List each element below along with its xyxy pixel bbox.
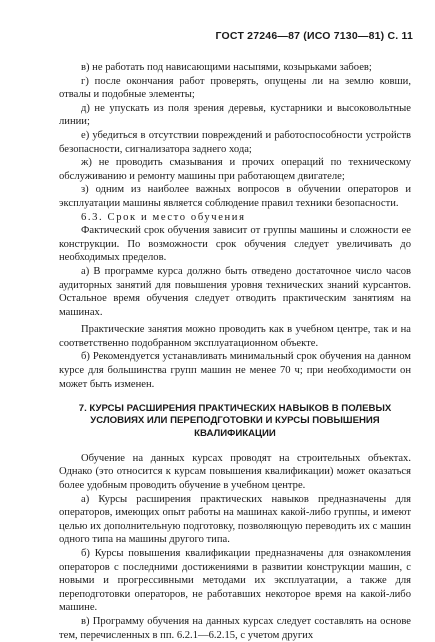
list-item-g: г) после окончания работ проверять, опущены ли на землю ковши, отвалы и подобные элементы; [59, 75, 411, 101]
list-item-z: з) одним из наиболее важных вопросов в обучении операторов и эксплуатации машины является соблюдение правил техники безопасности. [59, 184, 411, 209]
page-header: ГОСТ 27246—87 (ИСО 7130—81) С. 11 [215, 30, 413, 42]
paragraph: Практические занятия можно проводить как в учебном центре, так и на соответственно подобранном эксплуатационном объекте. [59, 324, 411, 349]
list-item-a: а) В программе курса должно быть отведено достаточное число часов аудиторных занятий для повышения уровня технических знаний курсантов. Остальное время обучения следует отводить практическим занятиям на машинах. [59, 265, 411, 318]
list-item-b: б) Рекомендуется устанавливать минимальный срок обучения на данном курсе для большинства групп машин не менее 70 ч; при необходимости он может быть изменен. [59, 351, 411, 390]
list-item-d: д) не упускать из поля зрения деревья, кустарники и высоковольтные линии; [59, 102, 411, 128]
list-item-zh: ж) не проводить смазывания и прочих операций по техническому обслуживанию и ремонту машины при работающем двигателе; [59, 157, 411, 182]
paragraph: Фактический срок обучения зависит от группы машины и сложности ее конструкции. По возможности срок обучения следует увеличивать до необходимых пределов. [59, 225, 411, 264]
list-item-v: в) Программу обучения на данных курсах следует составлять на основе тем, перечисленных в пп. 6.2.1—6.2.15, с учетом других [59, 615, 411, 641]
section-heading-7: 7. КУРСЫ РАСШИРЕНИЯ ПРАКТИЧЕСКИХ НАВЫКОВ В ПОЛЕВЫХ УСЛОВИЯХ ИЛИ ПЕРЕПОДГОТОВКИ И КУРСЫ ПОВЫШЕНИЯ КВАЛИФИКАЦИИ [78, 403, 392, 439]
list-item-e: е) убедиться в отсутствии повреждений и работоспособности устройств безопасности, сигнализатора заднего хода; [59, 129, 411, 155]
subsection-heading-6-3: 6.3. Срок и место обучения [81, 211, 246, 223]
document-body [59, 61, 411, 642]
list-item-v: в) не работать под нависающими насыпями, козырьками забоев; [81, 62, 372, 73]
list-item-a: а) Курсы расширения практических навыков предназначены для операторов, имеющих опыт работы на машинах какой-либо группы, и имеют целью их дополнительную подготовку, позволяющую переводить их с машин одного типа на машины другого типа. [59, 493, 411, 546]
list-item-b: б) Курсы повышения квалификации предназначены для ознакомления операторов с последними достижениями в развитии конструкции машин, с новыми и прогрессивными методами их эксплуатации, а также для переподготовки операторов, не работавших некоторое время на какой-либо машине. [59, 548, 411, 614]
paragraph: Обучение на данных курсах проводят на строительных объектах. Однако (это относится к курсам повышения квалификации) может оказаться более удобным проводить обучение в учебном центре. [59, 452, 411, 492]
